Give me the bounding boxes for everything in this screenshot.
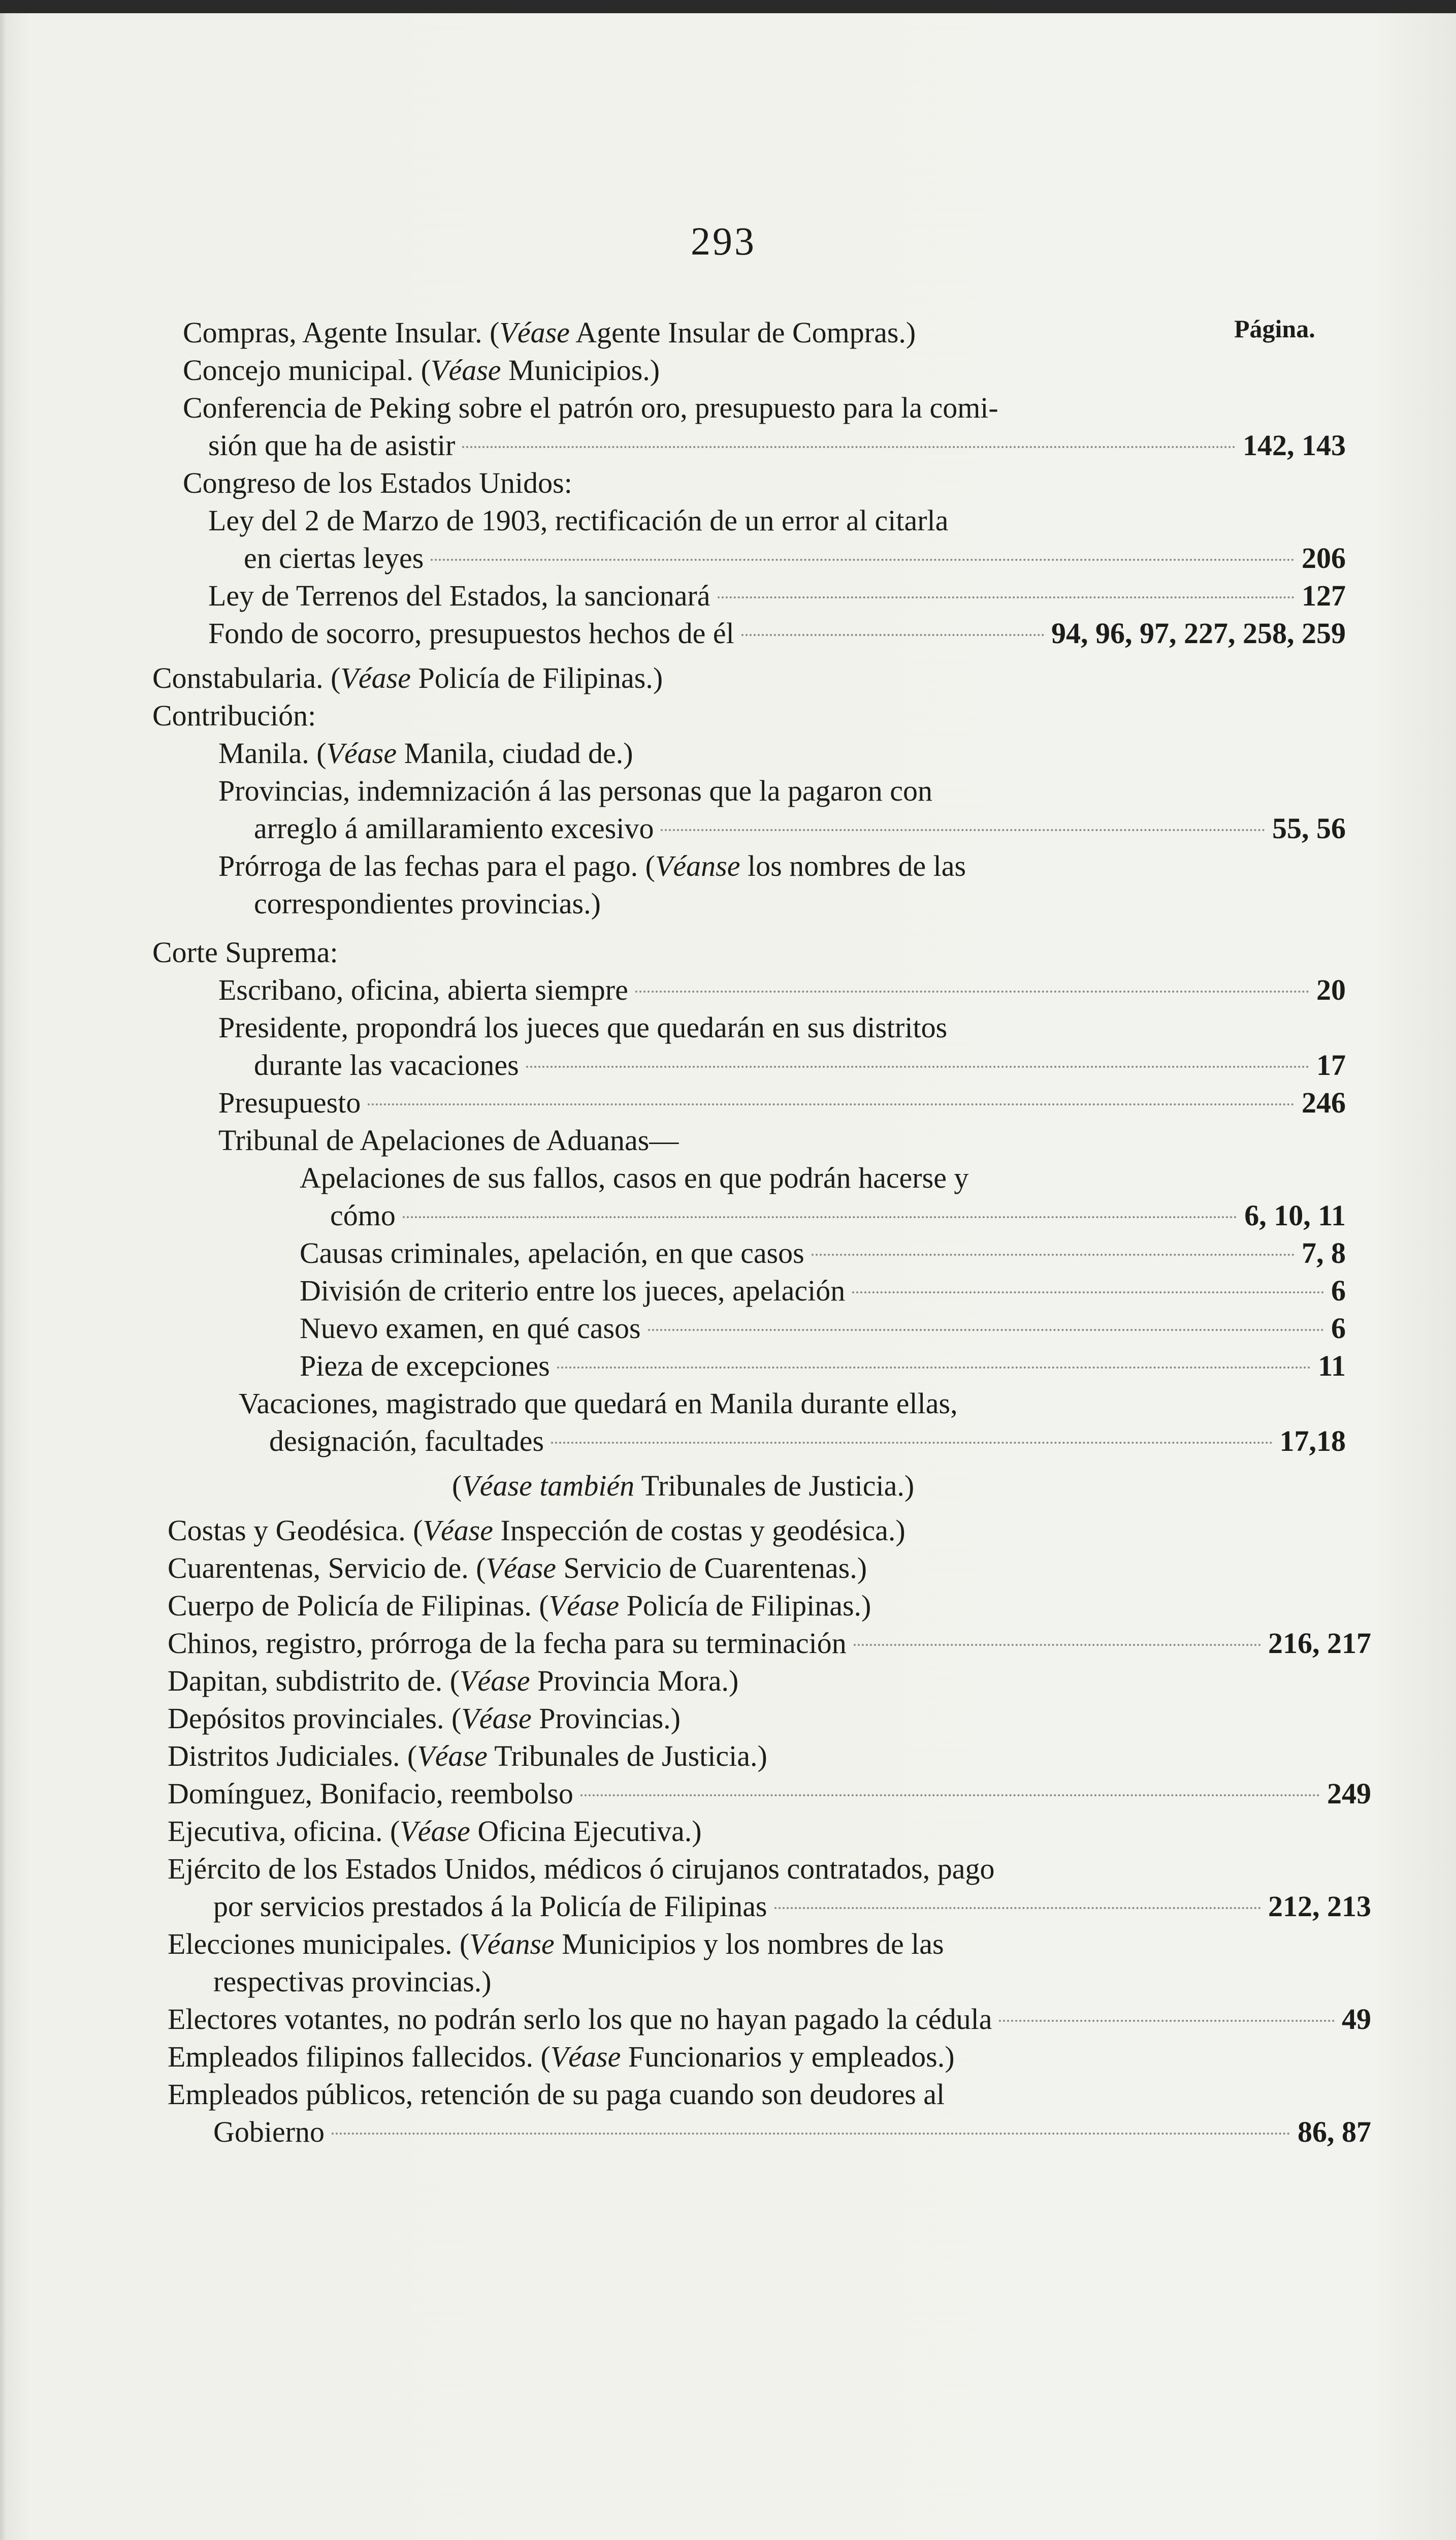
index-line — [300, 1348, 1346, 1384]
entry-text: arreglo á amillaramiento excesivo — [254, 812, 654, 845]
entry-text: Manila. (Véase Manila, ciudad de.) — [218, 737, 633, 770]
dot-leader — [431, 559, 1295, 561]
index-line — [300, 1311, 1346, 1346]
dot-leader — [854, 1644, 1261, 1646]
dot-leader — [403, 1216, 1237, 1218]
dot-leader — [741, 634, 1044, 636]
entry-text: Conferencia de Peking sobre el patrón oro, presupuesto para la comi- — [183, 391, 998, 424]
entry-text: Cuerpo de Policía de Filipinas. (Véase Policía de Filipinas.) — [168, 1589, 871, 1622]
entry-text: Chinos, registro, prórroga de la fecha para su terminación — [168, 1627, 847, 1660]
entry-text: Ejecutiva, oficina. (Véase Oficina Ejecutiva.) — [168, 1815, 702, 1848]
index-line — [183, 315, 916, 351]
index-line — [213, 1889, 1371, 1924]
entry-text: Provincias, indemnización á las personas que la pagaron con — [218, 774, 933, 807]
index-line — [213, 2114, 1371, 2150]
page-reference: 49 — [1342, 2003, 1371, 2036]
entry-text: en ciertas leyes — [244, 542, 424, 575]
index-line — [208, 503, 948, 538]
dot-leader — [332, 2133, 1290, 2135]
entry-text: Dapitan, subdistrito de. (Véase Provincia Mora.) — [168, 1664, 739, 1697]
page-reference: 7, 8 — [1302, 1236, 1346, 1269]
entry-text: Presupuesto — [218, 1086, 361, 1119]
entry-text: Ejército de los Estados Unidos, médicos ó cirujanos contratados, pago — [168, 1852, 995, 1885]
index-line — [183, 465, 572, 501]
entry-text: Pieza de excepciones — [300, 1349, 550, 1382]
entry-text: Compras, Agente Insular. (Véase Agente Insular de Compras.) — [183, 316, 916, 349]
entry-text: División de criterio entre los jueces, apelación — [300, 1274, 846, 1307]
entry-text: designación, facultades — [269, 1424, 544, 1457]
index-line — [168, 1663, 738, 1699]
dot-leader — [999, 2020, 1335, 2022]
entry-text: Congreso de los Estados Unidos: — [183, 466, 572, 499]
page-reference: 17 — [1316, 1049, 1346, 1082]
page-reference: 246 — [1302, 1086, 1346, 1119]
page-number: 293 — [691, 219, 756, 263]
entry-text: por servicios prestados á la Policía de Filipinas — [213, 1890, 767, 1923]
entry-text: Nuevo examen, en qué casos — [300, 1312, 641, 1345]
index-line — [168, 1814, 702, 1849]
index-line — [218, 736, 633, 771]
index-line — [239, 1386, 958, 1421]
index-line — [168, 1738, 767, 1774]
index-line — [168, 1701, 681, 1736]
dot-leader — [551, 1442, 1272, 1444]
page-reference: 206 — [1302, 542, 1346, 575]
index-line — [218, 972, 1346, 1008]
entry-text: correspondientes provincias.) — [254, 887, 601, 920]
entry-text: Ley del 2 de Marzo de 1903, rectificación de un error al citarla — [208, 504, 949, 537]
dot-leader — [661, 829, 1265, 831]
dot-leader — [774, 1907, 1261, 1909]
index-line — [168, 1588, 871, 1624]
entry-text: Prórroga de las fechas para el pago. (Véanse los nombres de las — [218, 849, 966, 882]
entry-text: Distritos Judiciales. (Véase Tribunales de Justicia.) — [168, 1739, 767, 1772]
index-line — [168, 1776, 1371, 1812]
dot-leader — [557, 1367, 1311, 1369]
entry-text: Escribano, oficina, abierta siempre — [218, 973, 628, 1006]
entry-text: cómo — [330, 1199, 396, 1232]
page-reference: 6 — [1331, 1274, 1346, 1307]
entry-text: Gobierno — [213, 2115, 325, 2148]
page-reference: 216, 217 — [1268, 1627, 1371, 1660]
page-reference: 86, 87 — [1298, 2115, 1371, 2148]
page-reference: 249 — [1327, 1777, 1371, 1810]
entry-text: (Véase también Tribunales de Justicia.) — [452, 1469, 915, 1502]
page-reference: 6 — [1331, 1312, 1346, 1345]
index-line — [452, 1468, 914, 1504]
index-line — [300, 1160, 968, 1196]
index-line — [208, 616, 1346, 651]
entry-text: Elecciones municipales. (Véanse Municipios y los nombres de las — [168, 1927, 944, 1960]
page-reference: 55, 56 — [1272, 812, 1346, 845]
entry-text: Corte Suprema: — [152, 936, 338, 969]
dot-leader — [812, 1254, 1295, 1256]
page-reference: 212, 213 — [1268, 1890, 1371, 1923]
index-line — [244, 541, 1346, 576]
entry-text: Empleados filipinos fallecidos. (Véase Funcionarios y empleados.) — [168, 2040, 955, 2073]
dot-leader — [648, 1329, 1324, 1331]
page-reference: 94, 96, 97, 227, 258, 259 — [1051, 617, 1346, 650]
index-line — [152, 660, 663, 696]
index-line — [183, 353, 660, 388]
index-line — [218, 1123, 678, 1158]
index-line — [213, 1964, 492, 1999]
entry-text: Ley de Terrenos del Estados, la sancionará — [208, 579, 710, 612]
index-line — [300, 1235, 1346, 1271]
entry-text: Costas y Geodésica. (Véase Inspección de costas y geodésica.) — [168, 1514, 905, 1547]
index-line — [218, 773, 932, 809]
entry-text: Contribución: — [152, 699, 316, 732]
index-line — [168, 1550, 867, 1586]
entry-text: Causas criminales, apelación, en que casos — [300, 1236, 804, 1269]
entry-text: Vacaciones, magistrado que quedará en Manila durante ellas, — [239, 1387, 958, 1420]
index-line — [218, 848, 966, 884]
index-line — [330, 1198, 1346, 1233]
index-line — [208, 428, 1346, 463]
index-line — [208, 578, 1346, 614]
index-line — [168, 1926, 944, 1962]
index-line — [168, 1626, 1371, 1661]
page-reference: 20 — [1316, 973, 1346, 1006]
entry-text: durante las vacaciones — [254, 1049, 519, 1082]
entry-text: Depósitos provinciales. (Véase Provincias.) — [168, 1702, 681, 1735]
index-line — [254, 1047, 1346, 1083]
index-line — [168, 1513, 905, 1548]
page-reference: 142, 143 — [1243, 429, 1346, 462]
entry-text: Concejo municipal. (Véase Municipios.) — [183, 354, 660, 387]
dot-leader — [526, 1066, 1309, 1068]
pagina-column-label: Página. — [1234, 314, 1315, 343]
index-line — [300, 1273, 1346, 1309]
index-line — [218, 1010, 947, 1045]
dot-leader — [635, 991, 1309, 993]
index-line — [168, 1851, 994, 1887]
entry-text: Fondo de socorro, presupuestos hechos de él — [208, 617, 734, 650]
index-line — [152, 935, 338, 970]
entry-text: Empleados públicos, retención de su paga cuando son deudores al — [168, 2078, 945, 2111]
page-reference: 6, 10, 11 — [1244, 1199, 1346, 1232]
entry-text: Apelaciones de sus fallos, casos en que podrán hacerse y — [300, 1161, 969, 1194]
dot-leader — [718, 596, 1295, 598]
index-line — [168, 2002, 1371, 2037]
entry-text: Domínguez, Bonifacio, reembolso — [168, 1777, 573, 1810]
dot-leader — [852, 1291, 1324, 1293]
entry-text: Cuarentenas, Servicio de. (Véase Servicio de Cuarentenas.) — [168, 1551, 867, 1584]
index-line — [254, 811, 1346, 846]
index-line — [269, 1423, 1346, 1459]
dot-leader — [368, 1103, 1295, 1105]
dot-leader — [580, 1794, 1320, 1796]
entry-text: Presidente, propondrá los jueces que quedarán en sus distritos — [218, 1011, 948, 1044]
index-line — [168, 2077, 945, 2112]
index-line — [183, 390, 998, 426]
entry-text: Constabularia. (Véase Policía de Filipinas.) — [152, 661, 663, 694]
entry-text: Electores votantes, no podrán serlo los que no hayan pagado la cédula — [168, 2003, 992, 2036]
entry-text: respectivas provincias.) — [213, 1965, 492, 1998]
index-line — [168, 2039, 955, 2075]
entry-text: Tribunal de Apelaciones de Aduanas— — [218, 1124, 679, 1157]
index-line — [152, 698, 316, 734]
dot-leader — [462, 446, 1236, 448]
page-reference: 127 — [1302, 579, 1346, 612]
page-reference: 11 — [1318, 1349, 1346, 1382]
page-reference: 17,18 — [1279, 1424, 1346, 1457]
entry-text: sión que ha de asistir — [208, 429, 456, 462]
index-line — [218, 1085, 1346, 1121]
index-line — [254, 886, 601, 922]
